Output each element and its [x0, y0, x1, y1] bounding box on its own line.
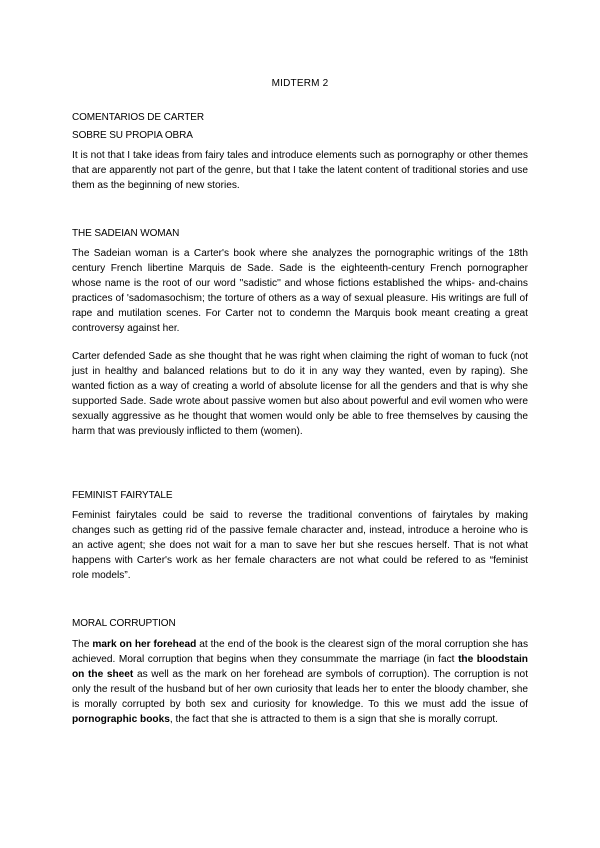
- bold-phrase-bloodstain: the bloodstain on the sheet: [72, 654, 528, 681]
- text-run: as well as the mark on her forehead are symbols of corruption). The corruption is not only the result of the husband but of her own curiosity that leads her to enter the bloody chamber, she is morally corrupted by both sex and curiosity for knowledge. To this we must add the issue of: [72, 669, 529, 711]
- paragraph-moral-corruption: [72, 637, 528, 728]
- section-heading-comentarios: COMENTARIOS DE CARTER: [72, 112, 204, 123]
- section-subheading-sobre-su-propia-obra: SOBRE SU PROPIA OBRA: [72, 130, 193, 141]
- paragraph-feminist-fairytale: Feminist fairytales could be said to reverse the traditional conventions of fairytales by making changes such as getting rid of the passive female character and, instead, introduce a heroine who is an active agent; she does not wait for a man to save her but she rescues herself. That is not what happens with Carter's work as her female characters are not what could be refered to as “feminist role models”.: [72, 510, 528, 582]
- text-run: , the fact that she is attracted to them is a sign that she is morally corrupt.: [169, 714, 498, 726]
- text-run: at the end of the book is the clearest sign of the moral corruption she has achieved. Moral corruption that begins when they consummate the marriage (in fact: [72, 639, 529, 666]
- section-heading-feminist-fairytale: FEMINIST FAIRYTALE: [72, 490, 173, 501]
- paragraph-sadeian-woman-1: The Sadeian woman is a Carter's book where she analyzes the pornographic writings of the 18th century French libertine Marquis de Sade. Sade is the eighteenth-century French pornographer whose name is the root of our word ''sadistic'' and whose fictions established the whips- and-chains practices of 'sadomasochism; the torture of others as a way of sexual pleasure. His writings are full of rape and mutilation scenes. For Carter not to condemn the Marquis book meant creating a great controversy against her.: [72, 248, 528, 335]
- paragraph-carter-comments: It is not that I take ideas from fairy tales and introduce elements such as pornography or other themes that are apparently not part of the genre, but that I take the latent content of traditional stories and use them as the beginning of new stories.: [72, 150, 528, 192]
- section-heading-moral-corruption: MORAL CORRUPTION: [72, 618, 176, 629]
- page-title: MIDTERM 2: [271, 78, 329, 89]
- bold-phrase-pornographic-books: pornographic books: [72, 714, 170, 726]
- text-run: The: [72, 639, 93, 650]
- section-heading-sadeian-woman: THE SADEIAN WOMAN: [72, 228, 180, 239]
- bold-phrase-mark-on-forehead: mark on her forehead: [92, 639, 197, 650]
- paragraph-sadeian-woman-2: Carter defended Sade as she thought that he was right when claiming the right of woman to fuck (not just in healthy and balanced relations but to do it in any way they wanted, even by raping). She wanted fiction as a way of creating a world of absolute license for all the genders and that is why she supported Sade. Sade wrote about passive women but also about powerful and evil women who were sexually aggressive as he thought that women would only be able to free themselves by causing the harm that was previously inflicted to them (women).: [72, 351, 528, 438]
